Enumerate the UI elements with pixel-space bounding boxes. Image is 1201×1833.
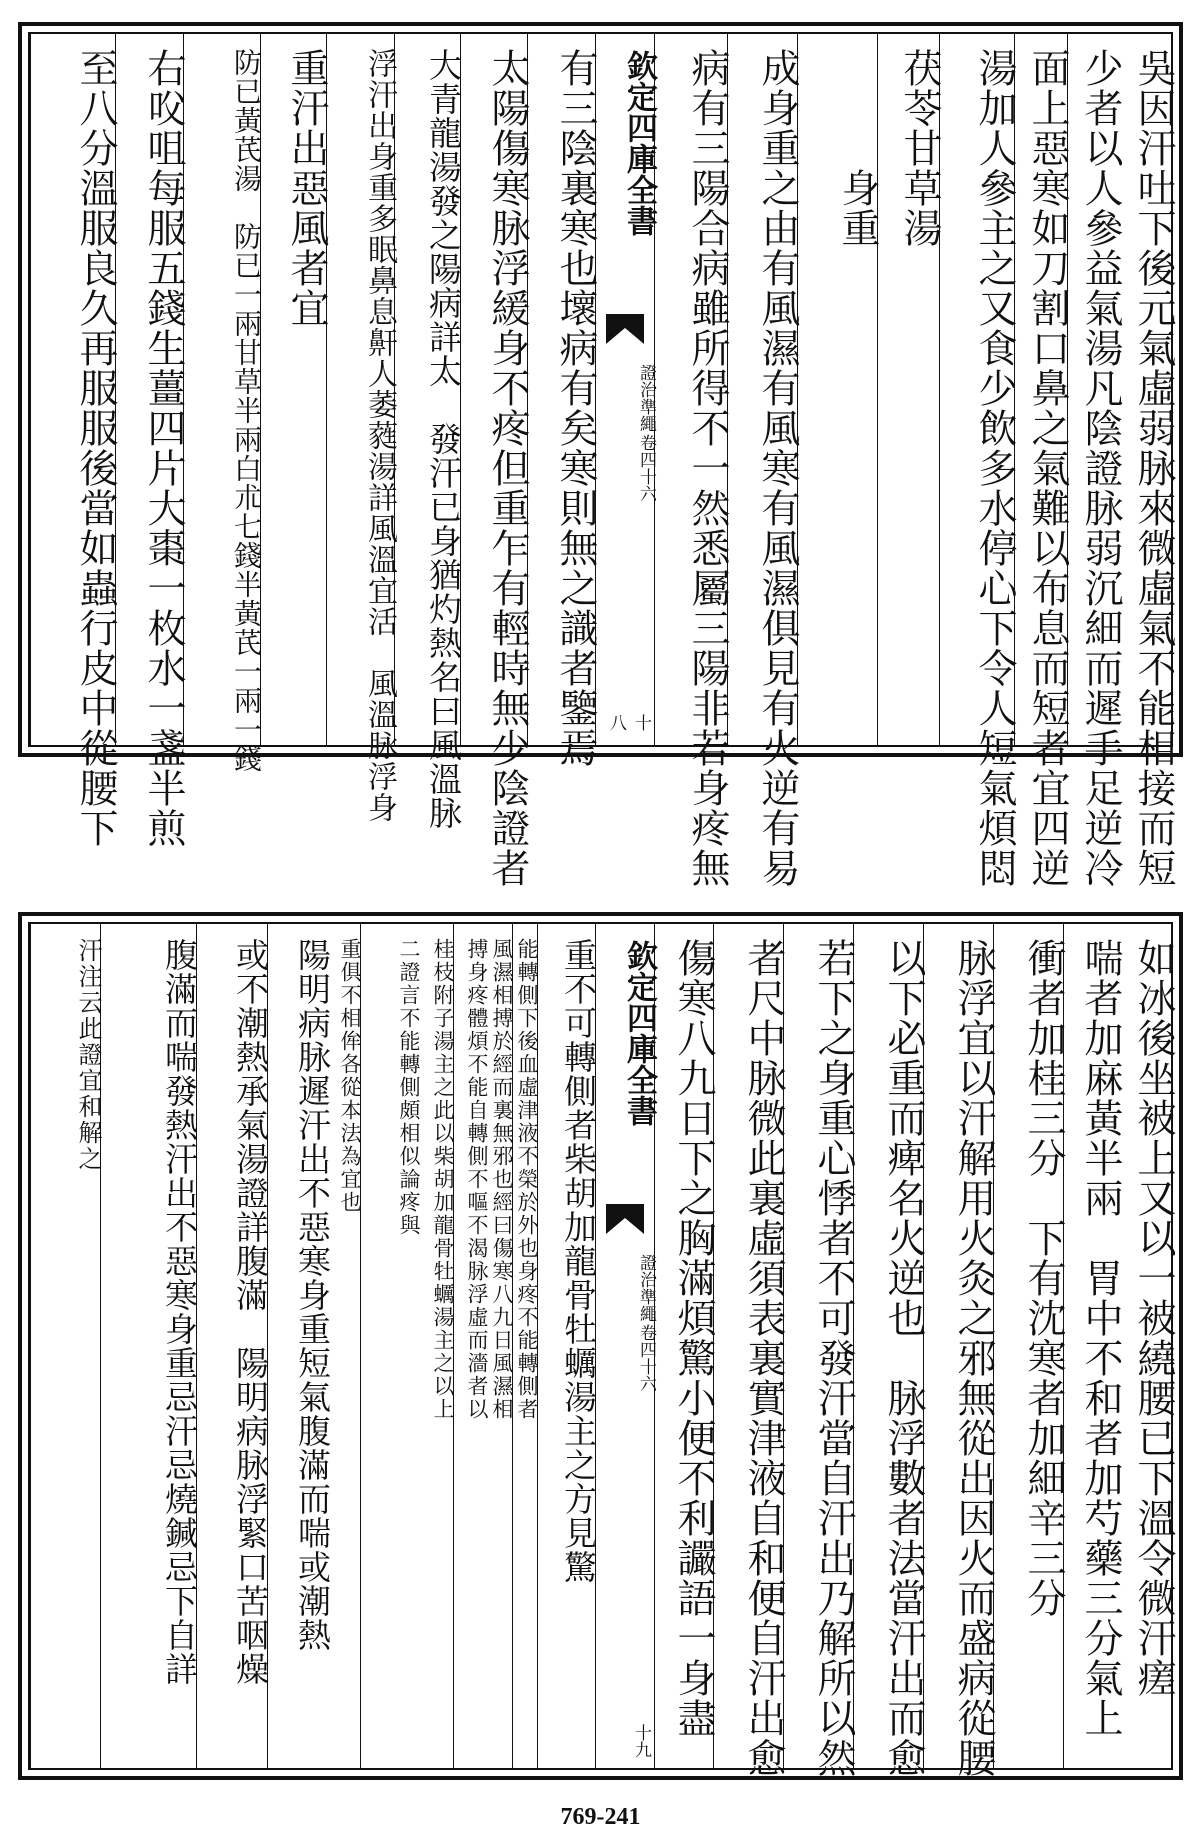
text-column [453, 924, 487, 1768]
column-text: 防已黃芪湯 防已一兩甘草半兩白朮七錢半黃芪一兩一錢 [230, 48, 263, 773]
column-text: 重俱不相侔各從本法為宜也 [338, 938, 362, 1214]
column-text: 陽明病脉遲汗出不惡寒身重短氣腹滿而喘或潮熱 [293, 938, 332, 1652]
column-text: 脉浮宜以汗解用火灸之邪無從出因火而盛病從腰 [951, 938, 996, 1778]
volume-number: 卷四十六 [636, 1324, 656, 1392]
column-text: 病有三陽合病雖所得不一然悉屬三陽非若身疼無 [685, 48, 730, 888]
column-text: 浮汗出身重多眠鼻息鼾人萎蕤湯詳風溫宜活 風溫脉浮身 [362, 48, 397, 823]
column-text: 若下之身重心悸者不可發汗當自汗出乃解所以然 [811, 938, 856, 1778]
column-text: 者尺中脉微此裏虛須表裏實津液自和便自汗出愈 [741, 938, 786, 1778]
text-column [326, 34, 397, 823]
text-column [783, 924, 856, 1778]
fish-tail-mark-icon [606, 314, 644, 344]
text-column [713, 924, 786, 1778]
column-text: 搏身疼體煩不能自轉側不嘔不渴脉浮虛而濇者以 [465, 938, 489, 1421]
text-column [512, 924, 537, 1768]
fish-tail-mark-icon [606, 1204, 644, 1234]
center-margin-strip [595, 34, 657, 745]
text-column [654, 924, 716, 1768]
column-text: 衝者加桂三分 下有沈寒者加細辛三分 [1021, 938, 1066, 1618]
column-text: 如冰後坐被上又以一被繞腰已下溫令微汗瘥 [1131, 938, 1176, 1698]
column-text: 重不可轉側者柴胡加龍骨牡蠣湯主之方見驚 [559, 938, 598, 1584]
column-text: 湯加人參主之又食少飲多水停心下令人短氣煩悶 [972, 48, 1017, 888]
leaf-number: 十八 [606, 714, 651, 731]
text-column [196, 924, 270, 1768]
text-column [419, 924, 453, 1768]
top-page-panel [18, 22, 1183, 888]
text-column [1014, 34, 1070, 888]
column-text: 能轉側下後血虛津液不榮於外也身疼不能轉側者 [515, 938, 539, 1421]
text-column [939, 34, 1017, 888]
column-text: 風濕相搏於經而裏無邪也經曰傷寒八九日風濕相 [490, 938, 514, 1421]
text-column [100, 924, 199, 1768]
text-column [923, 924, 996, 1778]
text-column [853, 924, 926, 1778]
work-title: 證治準繩 [636, 1254, 656, 1322]
text-column [460, 34, 530, 888]
column-text: 喘者加麻黃半兩 胃中不和者加芍藥三分氣上 [1078, 938, 1123, 1738]
chapter-info [596, 1254, 654, 1392]
text-column [1120, 924, 1176, 1768]
column-text: 腹滿而喘發熱汗出不惡寒身重忌汗忌燒鍼忌下自詳 [160, 938, 199, 1686]
text-column [30, 924, 100, 1768]
column-text: 傷寒八九日下之胸滿煩驚小便不利讝語一身盡 [671, 938, 716, 1738]
text-column [329, 924, 360, 1768]
text-column [394, 34, 463, 830]
text-column [727, 34, 800, 888]
book-title: 欽定四庫全書 [621, 940, 657, 1126]
text-column [1063, 924, 1123, 1768]
column-text: 身重 [835, 48, 880, 248]
column-text: 汗注云此證宜和解之 [74, 938, 102, 1172]
text-column [993, 924, 1066, 1768]
column-text: 右㕮咀每服五錢生薑四片大棗一枚水一盞半煎 [141, 48, 186, 848]
text-column [487, 924, 512, 1768]
volume-number: 卷四十六 [636, 434, 656, 502]
text-column [115, 34, 186, 848]
column-text: 有三陰裏寒也壞病有矣寒則無之識者鑒焉 [553, 48, 598, 768]
column-text: 桂枝附子湯主之此以柴胡加龍骨牡蠣湯主之以上 [431, 938, 455, 1421]
text-column [183, 34, 263, 773]
column-text: 至八分溫服良久再服服後當如蟲行皮中從腰下 [73, 48, 118, 848]
column-text: 成身重之由有風濕有風寒有風濕俱見有火逆有易 [755, 48, 800, 888]
page-footer-number: 769-241 [560, 1804, 641, 1830]
column-text: 面上惡寒如刀割口鼻之氣難以布息而短者宜四逆 [1025, 48, 1070, 888]
column-text: 太陽傷寒脉浮緩身不疼但重乍有輕時無少陰證者 [485, 48, 530, 888]
column-text: 二證言不能轉側頗相似論疼與 [397, 938, 421, 1237]
book-title: 欽定四庫全書 [621, 50, 657, 236]
top-page-frame [28, 32, 1176, 888]
column-text: 以下必重而痺名火逆也 脉浮數者法當汗出而愈 [881, 938, 926, 1778]
leaf-number: 十九 [631, 1724, 651, 1758]
column-text: 吳因汗吐下後元氣虛弱脉來微虛氣不能相接而短 [1131, 48, 1176, 888]
text-column [267, 924, 332, 1768]
column-text: 重汗出惡風者宜 [284, 48, 329, 328]
column-text: 茯苓甘草湯 [897, 48, 942, 248]
center-margin-strip [595, 924, 657, 1768]
text-column [1067, 34, 1123, 888]
bottom-page-frame [28, 922, 1176, 1778]
text-column [877, 34, 942, 745]
text-column [537, 924, 598, 1768]
text-column [1120, 34, 1176, 888]
text-column [797, 34, 880, 745]
chapter-info [596, 364, 654, 502]
work-title: 證治準繩 [636, 364, 656, 432]
text-column [654, 34, 730, 888]
text-column [260, 34, 329, 745]
bottom-page-panel [18, 912, 1183, 1780]
column-text: 少者以人參益氣湯凡陰證脉弱沉細而遲手足逆冷 [1078, 48, 1123, 888]
text-column [527, 34, 598, 768]
text-column [360, 924, 419, 1768]
column-text: 大青龍湯發之陽病詳太 發汗已身猶灼熱名曰風溫脉 [424, 48, 463, 830]
text-column [30, 34, 118, 848]
column-text: 或不潮熱承氣湯證詳腹滿 陽明病脉浮緊口苦咽燥 [231, 938, 270, 1686]
